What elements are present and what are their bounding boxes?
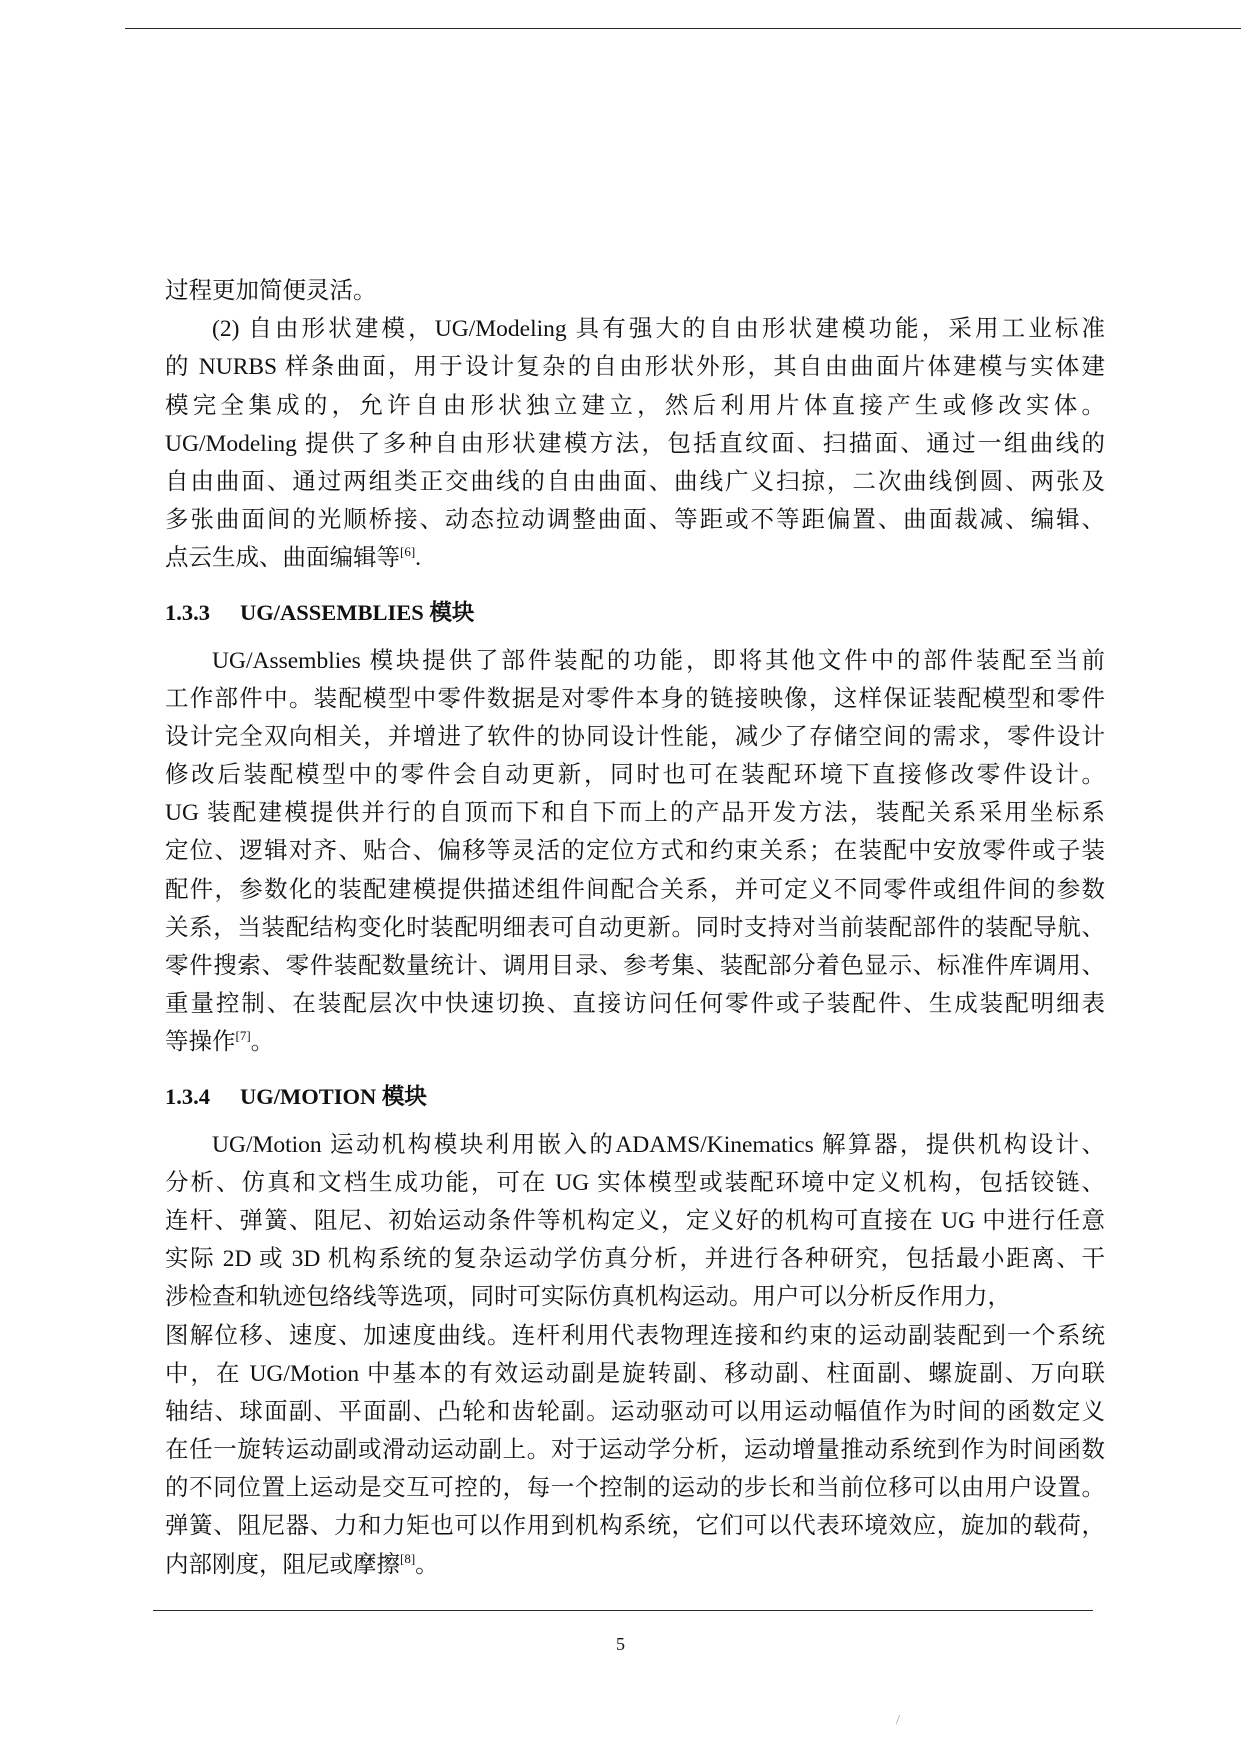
text-line	[165, 1240, 1105, 1278]
text-line	[165, 1278, 1105, 1316]
text-line	[165, 463, 1105, 501]
line-text: 修改后装配模型中的零件会自动更新，同时也可在装配环境下直接修改零件设计。	[165, 762, 1105, 789]
text-line	[165, 832, 1105, 870]
text-line	[165, 718, 1105, 756]
line-text: 轴结、球面副、平面副、凸轮和齿轮副。运动驱动可以用运动幅值作为时间的函数定义	[165, 1398, 1105, 1425]
text-line	[165, 1164, 1105, 1202]
text-line	[165, 539, 1105, 577]
section-title: UG/ASSEMBLIES 模块	[240, 599, 475, 625]
citation-ref: [7]	[235, 1028, 251, 1044]
text-line	[165, 1126, 1105, 1164]
line-text: 分析、仿真和文档生成功能，可在 UG 实体模型或装配环境中定义机构，包括铰链、	[165, 1169, 1105, 1196]
text-line	[165, 348, 1105, 386]
line-text: 的 NURBS 样条曲面，用于设计复杂的自由形状外形，其自由曲面片体建模与实体建	[165, 354, 1105, 381]
document-body	[165, 272, 1105, 1584]
citation-ref: [8]	[400, 1550, 416, 1566]
section-number: 1.3.3	[165, 599, 210, 625]
line-text: (2) 自由形状建模，UG/Modeling 具有强大的自由形状建模功能，采用工业标准	[212, 316, 1105, 343]
corner-mark: /	[896, 1713, 900, 1728]
text-line	[165, 947, 1105, 985]
line-end-punctuation: 。	[250, 1029, 275, 1056]
text-line	[165, 1023, 1105, 1061]
line-text: UG 装配建模提供并行的自顶而下和自下而上的产品开发方法，装配关系采用坐标系	[165, 800, 1105, 827]
line-text: 关系，当装配结构变化时装配明细表可自动更新。同时支持对当前装配部件的装配导航、	[165, 914, 1105, 941]
line-text: 多张曲面间的光顺桥接、动态拉动调整曲面、等距或不等距偏置、曲面裁减、编辑、	[165, 507, 1105, 534]
text-line	[165, 909, 1105, 947]
paragraph	[165, 642, 1105, 1062]
paragraph	[165, 272, 1105, 310]
line-text: 涉检查和轨迹包络线等选项，同时可实际仿真机构运动。用户可以分析反作用力，	[165, 1284, 1011, 1311]
text-line	[165, 310, 1105, 348]
text-line	[165, 680, 1105, 718]
line-text: 图解位移、速度、加速度曲线。连杆利用代表物理连接和约束的运动副装配到一个系统	[165, 1322, 1105, 1349]
line-text: 中，在 UG/Motion 中基本的有效运动副是旋转副、移动副、柱面副、螺旋副、万向联	[165, 1360, 1105, 1387]
text-line	[165, 1546, 1105, 1584]
text-line	[165, 501, 1105, 539]
footer-rule	[153, 1610, 1093, 1611]
text-line	[165, 642, 1105, 680]
line-text: 设计完全双向相关，并增进了软件的协同设计性能，减少了存储空间的需求，零件设计	[165, 723, 1105, 750]
line-text: 的不同位置上运动是交互可控的，每一个控制的运动的步长和当前位移可以由用户设置。	[165, 1475, 1105, 1502]
text-line	[165, 756, 1105, 794]
page-number: 5	[616, 1634, 625, 1654]
text-line	[165, 1317, 1105, 1355]
line-text: 自由曲面、通过两组类正交曲线的自由曲面、曲线广义扫掠，二次曲线倒圆、两张及	[165, 468, 1105, 495]
section-heading	[165, 594, 1105, 632]
paragraph	[165, 310, 1105, 577]
line-text: 定位、逻辑对齐、贴合、偏移等灵活的定位方式和约束关系；在装配中安放零件或子装	[165, 838, 1105, 865]
line-text: 配件，参数化的装配建模提供描述组件间配合关系，并可定义不同零件或组件间的参数	[165, 876, 1105, 903]
line-text: 连杆、弹簧、阻尼、初始运动条件等机构定义，定义好的机构可直接在 UG 中进行任意	[165, 1207, 1105, 1234]
section-title: UG/MOTION 模块	[240, 1083, 427, 1109]
citation-ref: [6]	[400, 544, 416, 560]
line-text: 内部刚度，阻尼或摩擦	[165, 1551, 400, 1578]
line-text: 模完全集成的，允许自由形状独立建立，然后利用片体直接产生或修改实体。	[165, 392, 1105, 419]
line-end-punctuation: 。	[415, 1551, 439, 1578]
line-end-punctuation: .	[415, 545, 422, 572]
text-line	[165, 425, 1105, 463]
text-line	[165, 1202, 1105, 1240]
line-text: 点云生成、曲面编辑等	[165, 545, 400, 572]
line-text: 实际 2D 或 3D 机构系统的复杂运动学仿真分析，并进行各种研究，包括最小距离、干	[165, 1246, 1105, 1273]
line-text: UG/Modeling 提供了多种自由形状建模方法，包括直纹面、扫描面、通过一组曲线的	[165, 430, 1105, 457]
text-line	[165, 794, 1105, 832]
paragraph	[165, 1126, 1105, 1584]
line-text: 工作部件中。装配模型中零件数据是对零件本身的链接映像，这样保证装配模型和零件	[165, 685, 1105, 712]
line-text: 零件搜索、零件装配数量统计、调用目录、参考集、装配部分着色显示、标准件库调用、	[165, 953, 1105, 979]
line-text: 重量控制、在装配层次中快速切换、直接访问任何零件或子装配件、生成装配明细表	[165, 991, 1105, 1018]
text-line	[165, 387, 1105, 425]
text-line	[165, 1507, 1105, 1545]
header-rule	[125, 28, 1241, 29]
text-line	[165, 985, 1105, 1023]
line-text: 弹簧、阻尼器、力和力矩也可以作用到机构系统，它们可以代表环境效应，旋加的载荷，	[165, 1513, 1105, 1540]
text-line	[165, 272, 1105, 310]
line-text: 等操作	[165, 1029, 236, 1056]
text-line	[165, 871, 1105, 909]
text-line	[165, 1393, 1105, 1431]
line-text: 过程更加简便灵活。	[165, 278, 377, 304]
section-heading	[165, 1078, 1105, 1116]
text-line	[165, 1431, 1105, 1469]
line-text: 在任一旋转运动副或滑动运动副上。对于运动学分析，运动增量推动系统到作为时间函数	[165, 1437, 1105, 1464]
text-line	[165, 1355, 1105, 1393]
line-text: UG/Motion 运动机构模块利用嵌入的ADAMS/Kinematics 解算器，提供机构设计、	[212, 1131, 1105, 1158]
text-line	[165, 1469, 1105, 1507]
line-text: UG/Assemblies 模块提供了部件装配的功能，即将其他文件中的部件装配至当前	[212, 647, 1105, 674]
section-number: 1.3.4	[165, 1083, 210, 1109]
